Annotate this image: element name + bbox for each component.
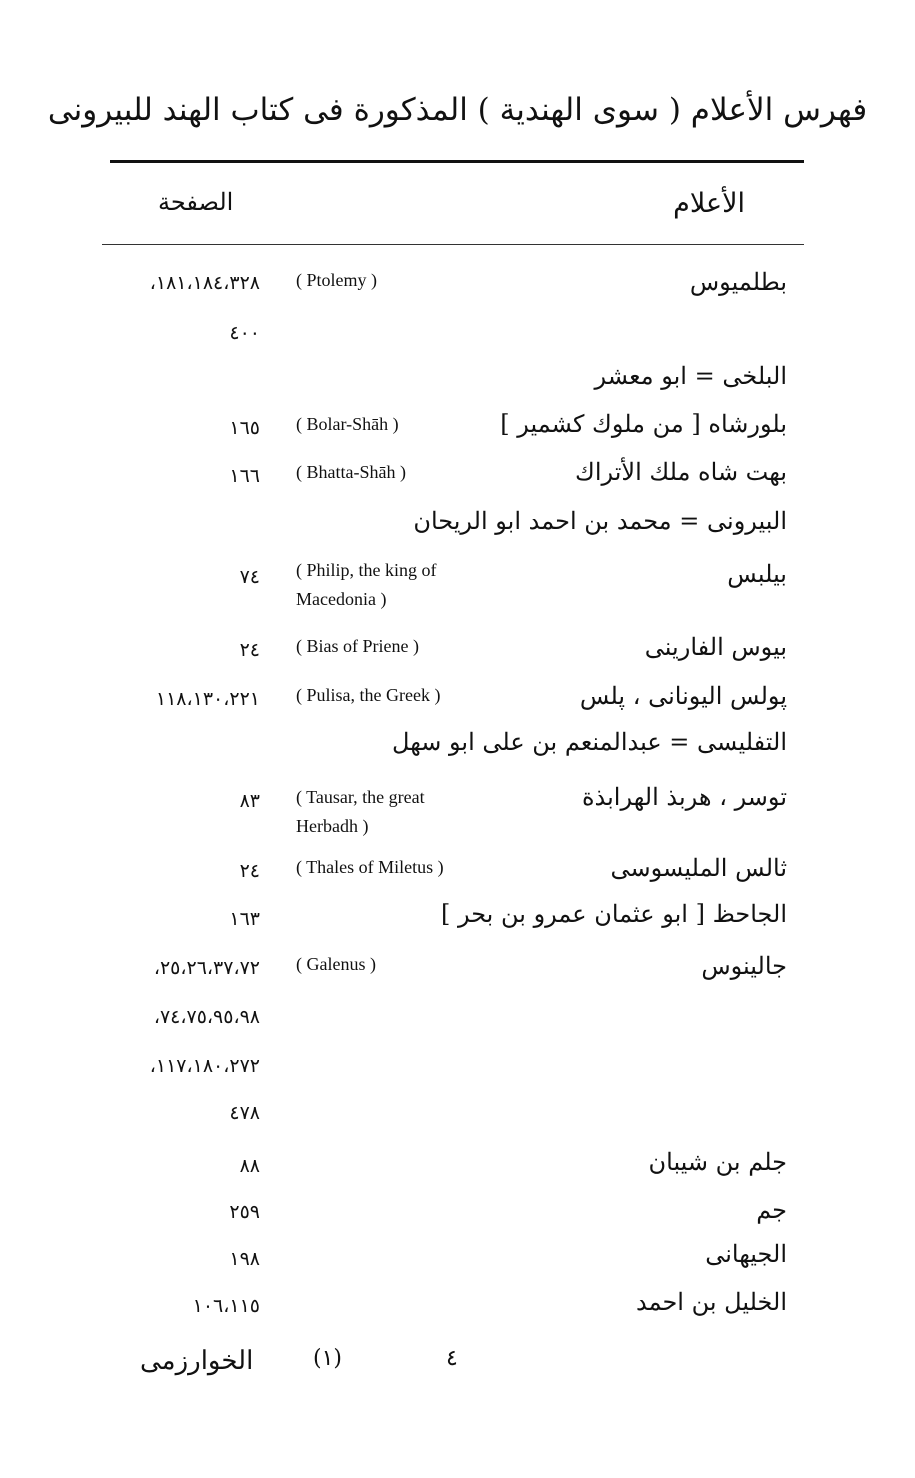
entry-pages: ٤٧٨ — [229, 1102, 260, 1124]
entry-pages: ١٦٦ — [229, 465, 260, 487]
entry-pages: ١٦٣ — [229, 908, 260, 930]
entry-pages: ٢٥٩ — [229, 1201, 260, 1223]
entry-arabic-name: الجيهانى — [705, 1240, 787, 1268]
entry-pages: ٨٨ — [239, 1155, 260, 1177]
entry-english-name: ( Galenus ) — [296, 954, 376, 974]
entry-pages: ٤٠٠ — [229, 322, 260, 344]
entry-english-name: ( Philip, the king of Macedonia ) — [296, 560, 437, 609]
entry-pages: ٧٤ — [239, 566, 260, 588]
entry-pages: ١٦٥ — [229, 417, 260, 439]
entry-pages: ١٩٨ — [229, 1248, 260, 1270]
entry-english-name: ( Bhatta-Shāh ) — [296, 462, 406, 482]
entry-arabic-name: بلورشاه [ من ملوك كشمير ] — [500, 410, 787, 438]
entry-english-name: ( Thales of Miletus ) — [296, 857, 444, 877]
header-names: الأعلام — [673, 188, 745, 219]
entry-arabic-name: بطلميوس — [689, 268, 787, 296]
footer-signature: (١) — [313, 1346, 343, 1371]
entry-arabic-name: توسر ، هربذ الهرابذة — [581, 783, 787, 811]
entry-arabic-name: جم — [756, 1196, 787, 1224]
entry-arabic-name: الجاحظ [ ابو عثمان عمرو بن بحر ] — [440, 900, 787, 928]
header-page: الصفحة — [158, 188, 234, 216]
entry-arabic-name: البيرونى = محمد بن احمد ابو الريحان — [413, 507, 787, 535]
entry-arabic-name: جالينوس — [701, 952, 787, 980]
entry-english-name: ( Ptolemy ) — [296, 270, 377, 290]
entry-pages: ٢٤ — [239, 639, 260, 661]
entry-arabic-name: ثالس المليسوسى — [610, 854, 787, 882]
entry-english-name: ( Pulisa, the Greek ) — [296, 685, 441, 705]
entry-english-name: ( Bolar-Shāh ) — [296, 414, 399, 434]
entry-pages: ٧٤،٧٥،٩٥،٩٨، — [153, 1006, 260, 1028]
entry-pages: ٢٥،٢٦،٣٧،٧٢، — [153, 957, 260, 979]
index-title: فهرس الأعلام ( سوى الهندية ) المذكورة فى كتاب الهند للبيرونى — [47, 92, 868, 128]
entry-arabic-name: بهت شاه ملك الأتراك — [575, 458, 787, 486]
footer-catchword: الخوارزمى — [140, 1346, 254, 1376]
entry-pages: ١١٧،١٨٠،٢٧٢، — [149, 1055, 260, 1077]
entry-english-name: ( Bias of Priene ) — [296, 636, 419, 656]
entry-arabic-name: البلخى = ابو معشر — [594, 362, 787, 390]
entry-english-name: ( Tausar, the great Herbadh ) — [296, 787, 425, 836]
entry-arabic-name: بيلبس — [727, 560, 787, 588]
entry-pages: ١١٨،١٣٠،٢٢١ — [155, 688, 260, 710]
entry-arabic-name: الخليل بن احمد — [635, 1288, 787, 1316]
entry-pages: ٨٣ — [239, 790, 260, 812]
entry-pages: ١٠٦،١١٥ — [192, 1295, 260, 1317]
entry-pages: ١٨١،١٨٤،٣٢٨، — [149, 272, 260, 294]
footer-page-number: ٤ — [446, 1346, 458, 1371]
entry-arabic-name: التفليسى = عبدالمنعم بن على ابو سهل — [392, 728, 787, 756]
entry-pages: ٢٤ — [239, 860, 260, 882]
header-rule — [102, 244, 804, 245]
entry-arabic-name: بيوس الفارينى — [644, 633, 787, 661]
entry-arabic-name: پولس اليونانى ، پلس — [579, 682, 787, 710]
top-rule — [110, 160, 804, 163]
entry-arabic-name: جلم بن شيبان — [648, 1148, 787, 1176]
